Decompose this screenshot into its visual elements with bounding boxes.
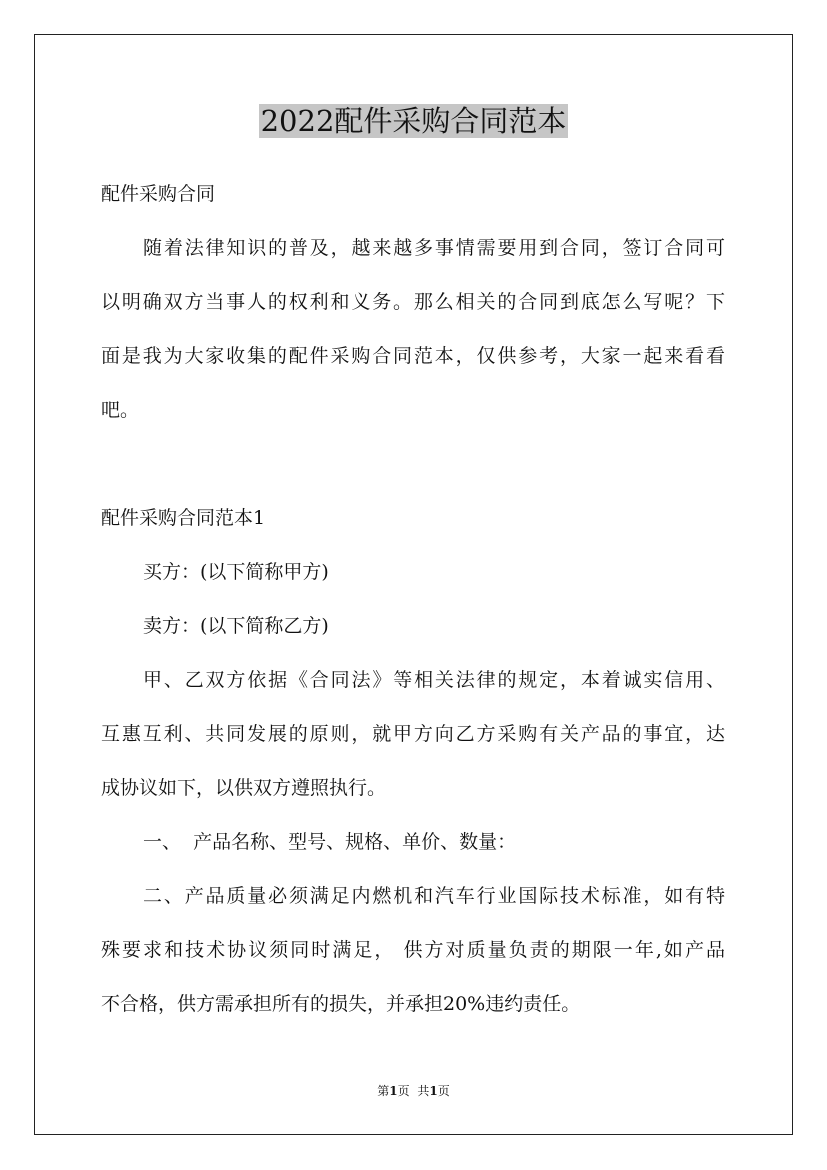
intro-line: 面是我为大家收集的配件采购合同范本，仅供参考，大家一起来看看 [101, 345, 725, 367]
document-title-text: 2022配件采购合同范本 [260, 104, 567, 138]
clause-two-line: 二、产品质量必须满足内燃机和汽车行业国际技术标准，如有特 [143, 885, 725, 907]
document-title [0, 100, 827, 142]
intro-line: 随着法律知识的普及，越来越多事情需要用到合同，签订合同可 [143, 237, 725, 259]
page-number: 1 [389, 1084, 398, 1098]
page-footer: 第1页 共1页 [377, 1084, 450, 1098]
clause-two-line: 不合格，供方需承担所有的损失，并承担20%违约责任。 [101, 993, 581, 1015]
intro-heading: 配件采购合同 [101, 183, 216, 205]
seller-line: 卖方：(以下简称乙方) [143, 615, 329, 637]
intro-line: 以明确双方当事人的权利和义务。那么相关的合同到底怎么写呢？下 [101, 291, 725, 313]
total-pages: 1 [429, 1084, 438, 1098]
buyer-line: 买方：(以下简称甲方) [143, 561, 329, 583]
paragraph-line: 互惠互利、共同发展的原则，就甲方向乙方采购有关产品的事宜，达 [101, 723, 725, 745]
clause-two-line: 殊要求和技术协议须同时满足， 供方对质量负责的期限一年,如产品 [101, 939, 725, 961]
intro-line: 吧。 [101, 399, 140, 421]
paragraph-line: 成协议如下，以供双方遵照执行。 [101, 777, 387, 799]
section-heading: 配件采购合同范本1 [101, 507, 266, 529]
paragraph-line: 甲、乙双方依据《合同法》等相关法律的规定，本着诚实信用、 [143, 669, 725, 691]
clause-one: 一、 产品名称、型号、规格、单价、数量： [143, 831, 517, 853]
